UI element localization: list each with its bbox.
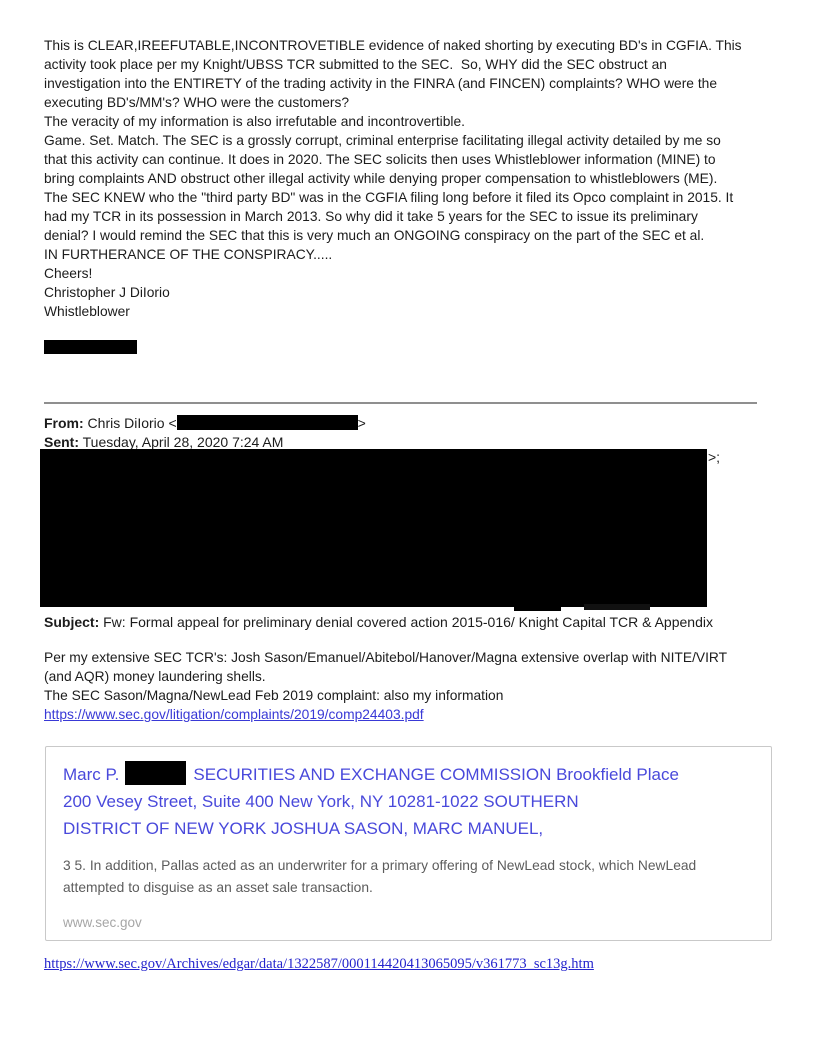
complaint-pdf-link[interactable]: https://www.sec.gov/litigation/complaints/2019/comp24403.pdf bbox=[44, 707, 424, 722]
title-prefix: Marc P. bbox=[63, 765, 120, 784]
text-line: Cheers! bbox=[44, 266, 93, 281]
footer-link-line bbox=[44, 956, 594, 973]
text-line: had my TCR in its possession in March 2013. So why did it take 5 years for the SEC to issue its preliminary bbox=[44, 209, 698, 224]
text-line: The SEC Sason/Magna/NewLead Feb 2019 complaint: also my information bbox=[44, 688, 504, 703]
from-email-redaction-bar bbox=[177, 415, 358, 430]
title-line bbox=[63, 761, 754, 788]
text-line: The SEC KNEW who the "third party BD" was in the CGFIA filing long before it filed its Opco complaint in 2015. It bbox=[44, 190, 734, 205]
title-name-redaction-bar bbox=[125, 761, 186, 785]
text-line: (and AQR) money laundering shells. bbox=[44, 669, 266, 684]
notes-lines bbox=[44, 648, 727, 705]
text-line: that this activity can continue. It does in 2020. The SEC solicits then uses Whistleblower information (MINE) to bbox=[44, 152, 716, 167]
text-line: This is CLEAR,IREEFUTABLE,INCONTROVETIBLE evidence of naked shorting by executing BD's in CGFIA. This bbox=[44, 38, 742, 53]
subject-value: Fw: Formal appeal for preliminary denial covered action 2015-016/ Knight Capital TCR & Appendix bbox=[99, 614, 713, 630]
title-line1-rest: SECURITIES AND EXCHANGE COMMISSION Brookfield Place bbox=[193, 765, 679, 784]
link-preview-title[interactable] bbox=[63, 761, 754, 842]
text-line: Game. Set. Match. The SEC is a grossly corrupt, criminal enterprise facilitating illegal activity detailed by me so bbox=[44, 133, 721, 148]
link-preview-card[interactable] bbox=[45, 746, 772, 941]
text-line: executing BD's/MM's? WHO were the customers? bbox=[44, 95, 350, 110]
text-line: The veracity of my information is also irrefutable and incontrovertible. bbox=[44, 114, 465, 129]
sent-value: Tuesday, April 28, 2020 7:24 AM bbox=[79, 433, 284, 450]
edgar-filing-link[interactable]: https://www.sec.gov/Archives/edgar/data/1322587/000114420413065095/v361773_sc13g.htm bbox=[44, 956, 594, 972]
redaction-tab bbox=[584, 604, 650, 610]
text-line: activity took place per my Knight/UBSS TCR submitted to the SEC. So, WHY did the SEC obstruct an bbox=[44, 57, 667, 72]
redaction-tab bbox=[514, 603, 561, 611]
sent-label: Sent: bbox=[44, 433, 79, 450]
complaint-link-line bbox=[44, 705, 727, 724]
title-line: 200 Vesey Street, Suite 400 New York, NY 10281-1022 SOUTHERN bbox=[63, 792, 579, 811]
text-line: Christopher J DiIorio bbox=[44, 285, 170, 300]
subject-line bbox=[44, 613, 713, 632]
message-divider bbox=[44, 402, 757, 404]
recipients-redaction-block bbox=[40, 449, 707, 607]
email-body-text bbox=[44, 36, 784, 321]
text-line: IN FURTHERANCE OF THE CONSPIRACY..... bbox=[44, 247, 333, 262]
text-line: Whistleblower bbox=[44, 304, 130, 319]
subject-label: Subject: bbox=[44, 614, 100, 630]
from-value: Chris DiIorio < bbox=[83, 415, 177, 431]
notes-paragraph bbox=[44, 648, 727, 724]
text-line: Per my extensive SEC TCR's: Josh Sason/Emanuel/Abitebol/Hanover/Magna extensive overlap with NITE/VIRT bbox=[44, 650, 728, 665]
from-label: From: bbox=[44, 415, 84, 431]
text-line: attempted to disguise as an asset sale transaction. bbox=[63, 879, 373, 895]
title-line: DISTRICT OF NEW YORK JOSHUA SASON, MARC MANUEL, bbox=[63, 819, 544, 838]
recipients-trailing-text: >; bbox=[708, 449, 721, 465]
text-line: denial? I would remind the SEC that this is very much an ONGOING conspiracy on the part of the SEC et al. bbox=[44, 228, 705, 243]
text-line: bring complaints AND obstruct other illegal activity while denying proper compensation to whistleblowers (ME). bbox=[44, 171, 718, 186]
link-preview-description bbox=[63, 855, 754, 898]
forwarded-message-header bbox=[44, 414, 366, 451]
from-value-close: > bbox=[357, 415, 366, 431]
signature-redaction-bar bbox=[44, 340, 137, 354]
text-line: investigation into the ENTIRETY of the trading activity in the FINRA (and FINCEN) complaints? WHO were the bbox=[44, 76, 717, 91]
link-preview-domain: www.sec.gov bbox=[63, 915, 142, 930]
text-line: 3 5. In addition, Pallas acted as an underwriter for a primary offering of NewLead stock, which NewLead bbox=[63, 858, 697, 873]
from-line bbox=[44, 414, 366, 433]
